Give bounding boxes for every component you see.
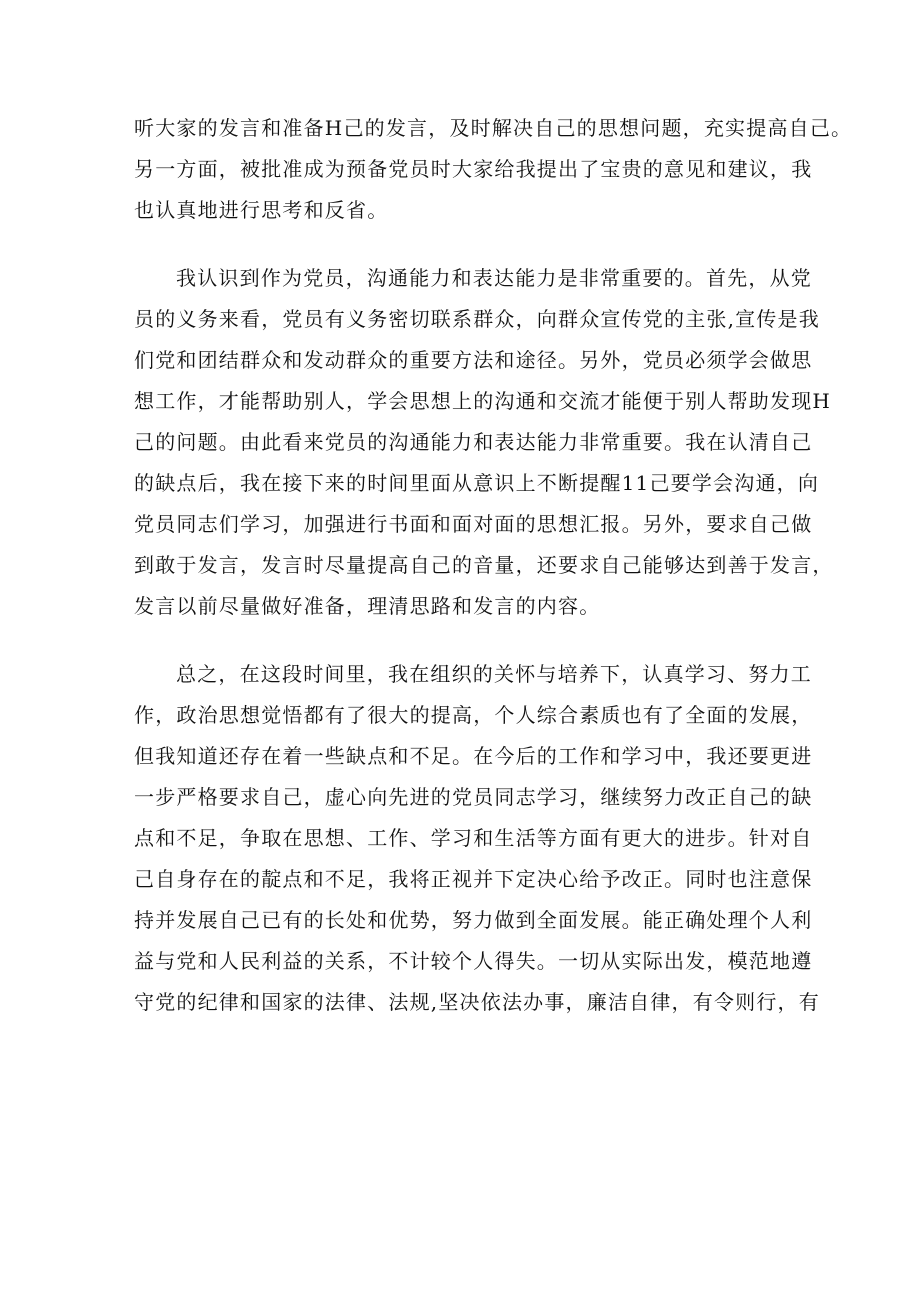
paragraph-line: 的缺点后，我在接下来的时间里面从意识上不断提醒11己要学会沟通，向 — [134, 471, 820, 495]
paragraph-line: 到敢于发言，发言时尽量提高自己的音量，还要求自己能够达到善于发言， — [134, 553, 834, 577]
paragraph-line: 想工作，才能帮助别人，学会思想上的沟通和交流才能便于别人帮助发现H — [134, 389, 832, 413]
paragraph-line: 但我知道还存在着一些缺点和不足。在今后的工作和学习中，我还要更进 — [134, 744, 813, 768]
paragraph-line: 员的义务来看，党员有义务密切联系群众，向群众宣传党的主张,宣传是我 — [134, 307, 820, 331]
paragraph-line: 发言以前尽量做好准备，理清思路和发言的内容。 — [134, 594, 601, 618]
paragraph-line: 点和不足，争取在思想、工作、学习和生活等方面有更大的进步。针对自 — [134, 826, 813, 850]
paragraph-line: 党员同志们学习，加强进行书面和面对面的思想汇报。另外，要求自己做 — [134, 512, 813, 536]
paragraph-line: 们党和团结群众和发动群众的重要方法和途径。另外，党员必须学会做思 — [134, 348, 813, 372]
paragraph-line: 听大家的发言和准备H己的发言，及时解决自己的思想问题，充实提高自己。 — [134, 116, 853, 140]
paragraph-3 — [134, 654, 820, 1023]
paragraph-line: 己自身存在的靛点和不足，我将正视并下定决心给予改正。同时也注意保 — [134, 867, 813, 891]
paragraph-line: 也认真地进行思考和反省。 — [134, 198, 389, 222]
paragraph-line: 益与党和人民利益的关系，不计较个人得失。一切从实际出发，模范地遵 — [134, 949, 813, 973]
paragraph-1 — [134, 108, 853, 231]
paragraph-line: 我认识到作为党员，沟通能力和表达能力是非常重要的。首先，从党 — [176, 266, 812, 290]
document-body — [134, 108, 853, 1050]
paragraph-line: 另一方面，被批准成为预备党员时大家给我提出了宝贵的意见和建议，我 — [134, 157, 813, 181]
paragraph-line: 作，政治思想觉悟都有了很大的提高，个人综合素质也有了全面的发展， — [134, 703, 813, 727]
paragraph-line: 守党的纪律和国家的法律、法规,坚决依法办事，廉洁自律，有令则行，有 — [134, 990, 820, 1014]
paragraph-line: 己的问题。由此看来党员的沟通能力和表达能力非常重要。我在认清自己 — [134, 430, 813, 454]
paragraph-2 — [134, 258, 834, 627]
paragraph-line: 总之，在这段时间里，我在组织的关怀与培养下，认真学习、努力工 — [176, 662, 812, 686]
paragraph-line: 持并发展自己已有的长处和优势，努力做到全面发展。能正确处理个人利 — [134, 908, 813, 932]
paragraph-line: 一步严格要求自己，虚心向先进的党员同志学习，继续努力改正自己的缺 — [134, 785, 813, 809]
